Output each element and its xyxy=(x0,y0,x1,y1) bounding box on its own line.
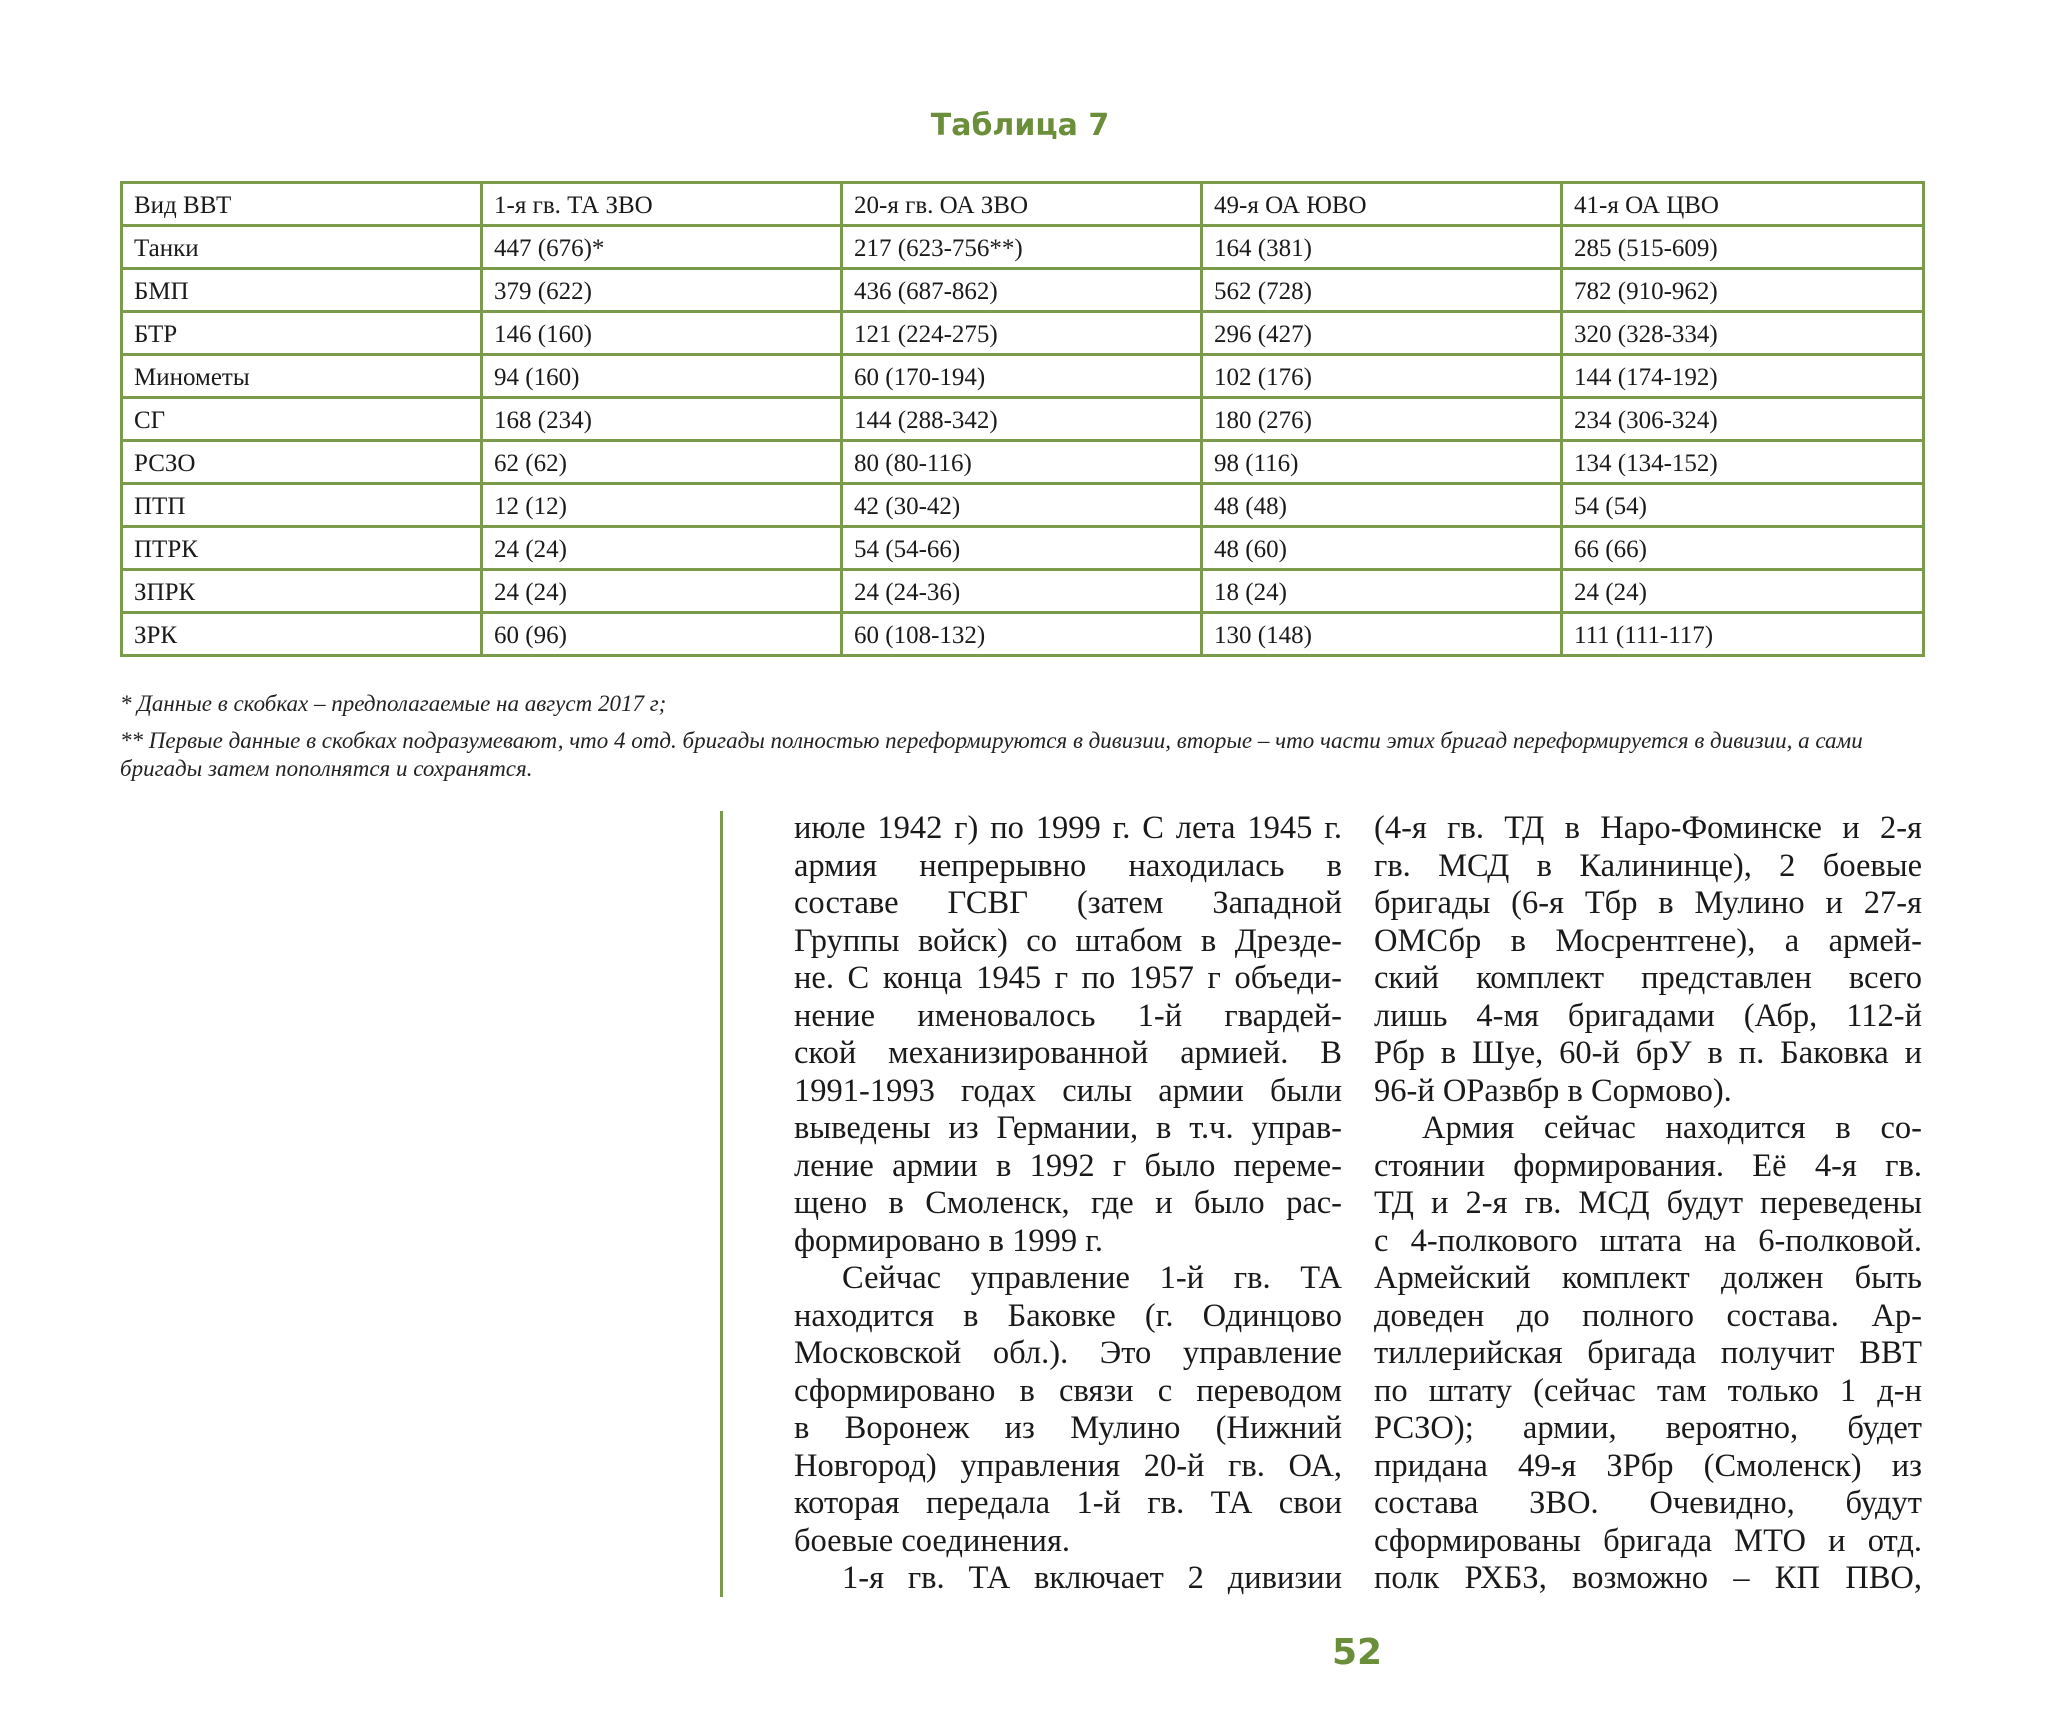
table-cell: 54 (54) xyxy=(1562,484,1924,527)
table-header-cell: Вид ВВТ xyxy=(122,183,482,226)
table-cell: 48 (60) xyxy=(1202,527,1562,570)
text-line: нение именовалось 1-й гвардей- xyxy=(794,997,1342,1034)
table-header-cell: 20-я гв. ОА ЗВО xyxy=(842,183,1202,226)
table-cell: 24 (24) xyxy=(482,570,842,613)
table-cell: 24 (24) xyxy=(482,527,842,570)
text-line: Армия сейчас находится в со- xyxy=(1422,1110,1922,1146)
footnote-2: ** Первые данные в скобках подразумевают, что 4 отд. бригады полностью переформируются в дивизии, вторые – что части этих бригад переформируется в дивизии, а сами бригады затем пополнятся и сохранятся. xyxy=(120,728,1863,781)
text-line: сформированы бригада МТО и отд. xyxy=(1374,1522,1922,1559)
table-cell: 42 (30-42) xyxy=(842,484,1202,527)
text-line: в Воронеж из Мулино (Нижний xyxy=(794,1410,1342,1446)
table-cell: 130 (148) xyxy=(1202,613,1562,656)
text-line: 1-я гв. ТА включает 2 дивизии xyxy=(842,1560,1342,1596)
table-row xyxy=(122,226,1924,269)
table-cell: 217 (623-756**) xyxy=(842,226,1202,269)
table-cell: БМП xyxy=(122,269,482,312)
table-header-row xyxy=(122,183,1924,226)
table-cell: 60 (170-194) xyxy=(842,355,1202,398)
table-row xyxy=(122,441,1924,484)
table-cell: 24 (24-36) xyxy=(842,570,1202,613)
table-cell: 12 (12) xyxy=(482,484,842,527)
text-line: тиллерийская бригада получит ВВТ xyxy=(1374,1335,1922,1371)
text-line: Рбр в Шуе, 60-й брУ в п. Баковка и xyxy=(1374,1035,1922,1071)
table-footnotes xyxy=(120,690,1950,792)
text-line: РСЗО); армии, вероятно, будет xyxy=(1374,1410,1922,1446)
table-cell: 134 (134-152) xyxy=(1562,441,1924,484)
text-line: доведен до полного состава. Ар- xyxy=(1374,1297,1922,1334)
text-line: лишь 4-мя бригадами (Абр, 112-й xyxy=(1374,997,1922,1034)
text-line: ский комплект представлен всего xyxy=(1374,960,1922,996)
table-cell: РСЗО xyxy=(122,441,482,484)
table-cell: 782 (910-962) xyxy=(1562,269,1924,312)
table-row xyxy=(122,355,1924,398)
text-line: которая передала 1-й гв. ТА свои xyxy=(794,1485,1342,1521)
text-line: 1991-1993 годах силы армии были xyxy=(794,1072,1342,1109)
table-cell: 98 (116) xyxy=(1202,441,1562,484)
text-line: состава ЗВО. Очевидно, будут xyxy=(1374,1485,1922,1521)
text-line: ОМСбр в Мосрентгене), а армей- xyxy=(1374,922,1922,959)
table-cell: 168 (234) xyxy=(482,398,842,441)
text-column-left xyxy=(794,810,1342,1598)
text-line: сформировано в связи с переводом xyxy=(794,1372,1342,1409)
table-cell: БТР xyxy=(122,312,482,355)
table-row xyxy=(122,527,1924,570)
text-line: (4-я гв. ТД в Наро-Фоминске и 2-я xyxy=(1374,810,1922,846)
table-cell: 62 (62) xyxy=(482,441,842,484)
table-cell: Танки xyxy=(122,226,482,269)
table-header-cell: 49-я ОА ЮВО xyxy=(1202,183,1562,226)
table-cell: 66 (66) xyxy=(1562,527,1924,570)
table-header-cell: 41-я ОА ЦВО xyxy=(1562,183,1924,226)
table-cell: 296 (427) xyxy=(1202,312,1562,355)
text-line: армия непрерывно находилась в xyxy=(794,847,1342,884)
table-title: Таблица 7 xyxy=(930,108,1110,143)
table-cell: 146 (160) xyxy=(482,312,842,355)
table-cell: 24 (24) xyxy=(1562,570,1924,613)
text-line: полк РХБЗ, возможно – КП ПВО, xyxy=(1374,1560,1922,1596)
table-cell: ЗПРК xyxy=(122,570,482,613)
weapons-table xyxy=(120,181,1925,657)
text-line: Новгород) управления 20-й гв. ОА, xyxy=(794,1447,1342,1484)
text-line: Сейчас управление 1-й гв. ТА xyxy=(842,1260,1342,1296)
text-line: гв. МСД в Калининце), 2 боевые xyxy=(1374,847,1922,884)
table-row xyxy=(122,269,1924,312)
table-cell: 144 (288-342) xyxy=(842,398,1202,441)
table-header-cell: 1-я гв. ТА ЗВО xyxy=(482,183,842,226)
text-line: не. С конца 1945 г по 1957 г объеди- xyxy=(794,960,1342,996)
table-row xyxy=(122,484,1924,527)
text-line: с 4-полкового штата на 6-полковой. xyxy=(1374,1222,1922,1259)
table-cell: СГ xyxy=(122,398,482,441)
text-line: щено в Смоленск, где и было рас- xyxy=(794,1185,1342,1221)
table-row xyxy=(122,613,1924,656)
text-line: ской механизированной армией. В xyxy=(794,1035,1342,1071)
text-line: придана 49-я ЗРбр (Смоленск) из xyxy=(1374,1447,1922,1484)
text-line: Московской обл.). Это управление xyxy=(794,1335,1342,1371)
text-line: ТД и 2-я гв. МСД будут переведены xyxy=(1374,1185,1922,1221)
table-cell: 80 (80-116) xyxy=(842,441,1202,484)
table-cell: 379 (622) xyxy=(482,269,842,312)
table-row xyxy=(122,398,1924,441)
text-line: ление армии в 1992 г было переме- xyxy=(794,1147,1342,1184)
table-cell: 447 (676)* xyxy=(482,226,842,269)
text-line: боевые соединения. xyxy=(794,1522,1071,1559)
table-cell: ЗРК xyxy=(122,613,482,656)
table-cell: 48 (48) xyxy=(1202,484,1562,527)
footnote-1: * Данные в скобках – предполагаемые на август 2017 г; xyxy=(120,691,667,716)
table-cell: 285 (515-609) xyxy=(1562,226,1924,269)
table-cell: 54 (54-66) xyxy=(842,527,1202,570)
table-row xyxy=(122,570,1924,613)
margin-rule xyxy=(720,811,723,1597)
table-cell: Минометы xyxy=(122,355,482,398)
table-cell: 102 (176) xyxy=(1202,355,1562,398)
table-cell: 94 (160) xyxy=(482,355,842,398)
table-row xyxy=(122,312,1924,355)
table-cell: 320 (328-334) xyxy=(1562,312,1924,355)
text-line: по штату (сейчас там только 1 д-н xyxy=(1374,1372,1922,1409)
table-cell: 111 (111-117) xyxy=(1562,613,1924,656)
table-cell: 60 (96) xyxy=(482,613,842,656)
text-line: Армейский комплект должен быть xyxy=(1374,1260,1922,1296)
table-cell: ПТП xyxy=(122,484,482,527)
table-cell: 436 (687-862) xyxy=(842,269,1202,312)
table-cell: ПТРК xyxy=(122,527,482,570)
page-number: 52 xyxy=(1331,1632,1383,1673)
text-line: Группы войск) со штабом в Дрезде- xyxy=(794,922,1342,959)
table-cell: 164 (381) xyxy=(1202,226,1562,269)
text-line: составе ГСВГ (затем Западной xyxy=(794,885,1342,921)
text-line: формировано в 1999 г. xyxy=(794,1222,1104,1259)
table-cell: 18 (24) xyxy=(1202,570,1562,613)
table-cell: 121 (224-275) xyxy=(842,312,1202,355)
text-line: стоянии формирования. Её 4-я гв. xyxy=(1374,1147,1922,1184)
text-line: выведены из Германии, в т.ч. управ- xyxy=(794,1110,1342,1146)
text-line: 96-й ОРазвбр в Сормово). xyxy=(1374,1072,1732,1109)
table-cell: 60 (108-132) xyxy=(842,613,1202,656)
table-cell: 562 (728) xyxy=(1202,269,1562,312)
table-cell: 144 (174-192) xyxy=(1562,355,1924,398)
table-cell: 234 (306-324) xyxy=(1562,398,1924,441)
text-line: июле 1942 г) по 1999 г. С лета 1945 г. xyxy=(794,810,1342,846)
text-line: находится в Баковке (г. Одинцово xyxy=(794,1297,1342,1334)
text-column-right xyxy=(1374,810,1922,1598)
text-line: бригады (6-я Тбр в Мулино и 27-я xyxy=(1374,885,1922,921)
table-cell: 180 (276) xyxy=(1202,398,1562,441)
